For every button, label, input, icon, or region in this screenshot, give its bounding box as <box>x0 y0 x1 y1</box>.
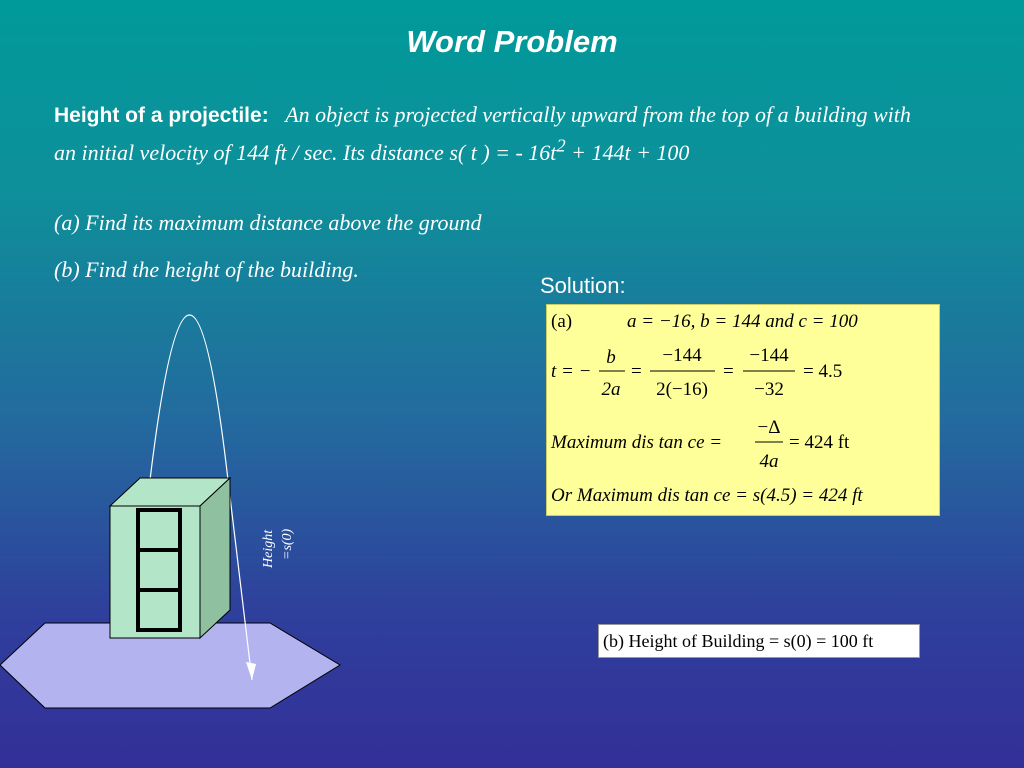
trajectory-curve <box>150 315 228 480</box>
part-b-answer: (b) Height of Building = s(0) = 100 ft <box>603 631 874 651</box>
frac3-num: −144 <box>749 345 789 366</box>
window-3 <box>138 590 180 630</box>
t-result: = 4.5 <box>803 361 843 382</box>
eq1: = <box>631 361 642 382</box>
maxdist-lhs: Maximum dis tan ce = <box>551 432 723 453</box>
frac4-num: −Δ <box>757 417 781 438</box>
window-1 <box>138 510 180 550</box>
frac1-num: b <box>606 347 616 368</box>
or-line: Or Maximum dis tan ce = s(4.5) = 424 ft <box>551 485 863 506</box>
problem-text: An object is projected vertically upward from the top of a building with an initial velocity of 144 ft / sec. Its distance s( t ) = - $16t^2 + 144t + 100$ <box>54 102 911 166</box>
building-side <box>200 478 230 638</box>
frac2-den: 2(−16) <box>656 379 708 400</box>
frac2-num: −144 <box>662 345 702 366</box>
frac4-den: 4a <box>759 451 779 472</box>
maxdist-result: = 424 ft <box>789 432 850 453</box>
problem-statement <box>54 100 934 168</box>
t-lhs: t = − <box>551 361 592 382</box>
frac3-den: −32 <box>754 379 784 400</box>
height-label-s0: =s(0) <box>280 528 295 560</box>
part-a-label: (a) <box>551 311 573 332</box>
part-b-question: (b) Find the height of the building. <box>54 257 359 282</box>
eq2: = <box>723 361 734 382</box>
frac1-den: 2a <box>601 379 621 400</box>
solution-b-box <box>598 624 920 658</box>
part-a-question: (a) Find its maximum distance above the ground <box>54 210 482 235</box>
height-label: Height <box>261 529 276 568</box>
problem-lead: Height of a projectile: <box>54 104 269 127</box>
exponent: 2 <box>556 136 566 156</box>
projectile-illustration <box>0 300 540 720</box>
solution-a-box <box>546 304 940 516</box>
coefficients: a = −16, b = 144 and c = 100 <box>627 311 858 332</box>
solution-label: Solution: <box>540 273 626 298</box>
slide-title: Word Problem <box>406 24 618 59</box>
window-2 <box>138 550 180 590</box>
